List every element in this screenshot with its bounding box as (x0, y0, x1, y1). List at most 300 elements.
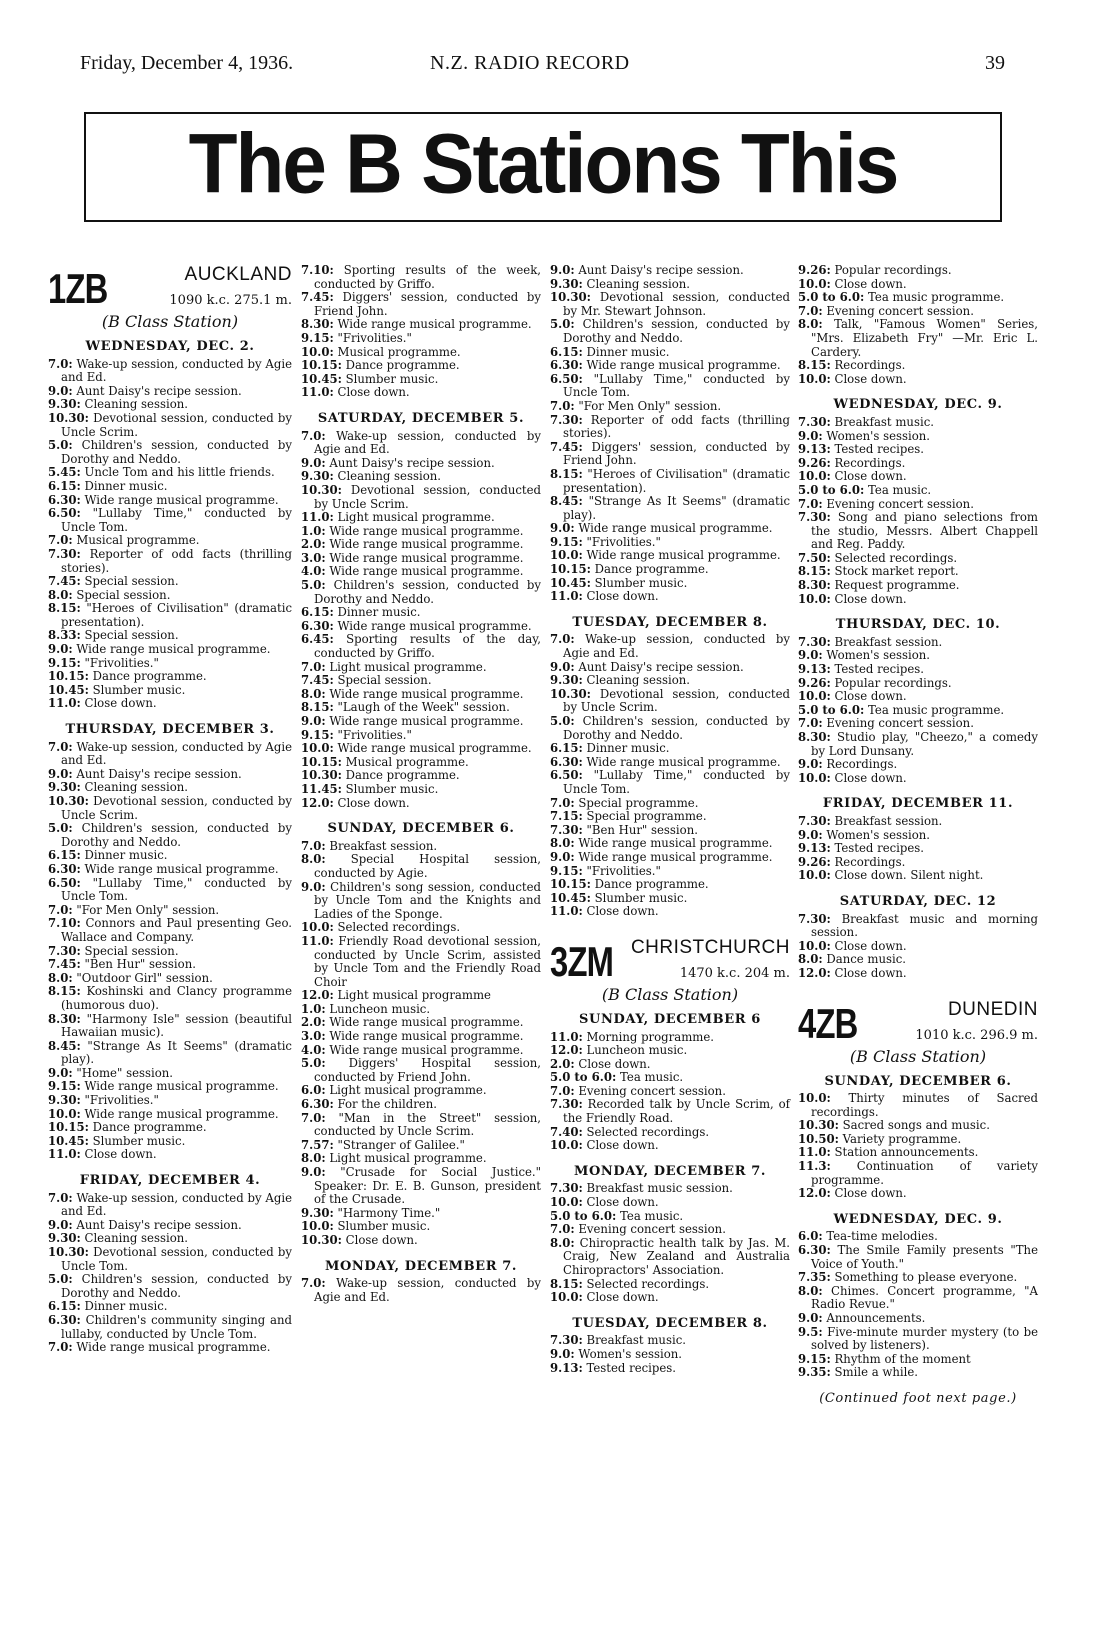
programme-text: Continuation of variety programme. (811, 1159, 1039, 1187)
programme-text: Dinner music. (84, 478, 168, 493)
programme-time: 9.15: (48, 655, 81, 670)
programme-item (48, 985, 292, 1012)
programme-text: Breakfast music. (834, 414, 934, 429)
programme-time: 10.0: (798, 770, 831, 785)
programme-item (48, 781, 292, 795)
programme-item (301, 989, 541, 1003)
programme-item (301, 579, 541, 606)
programme-item (798, 359, 1038, 373)
programme-item (550, 1237, 790, 1278)
programme-item (301, 742, 541, 756)
programme-text: Uncle Tom and his little friends. (84, 465, 275, 480)
programme-text: The Smile Family presents "The Voice of Youth." (811, 1243, 1039, 1271)
programme-text: "Lullaby Time," conducted by Uncle Tom. (563, 768, 790, 796)
programme-time: 7.10: (301, 263, 334, 277)
programme-item (301, 661, 541, 675)
programme-text: Selected recordings. (586, 1124, 710, 1139)
programme-text: Dance programme. (594, 562, 709, 577)
programme-text: Tea-time melodies. (826, 1229, 938, 1244)
programme-time: 6.30: (48, 492, 81, 507)
programme-text: Close down. (834, 1186, 907, 1201)
programme-time: 9.0: (48, 383, 73, 398)
programme-item (798, 278, 1038, 292)
programme-item (798, 552, 1038, 566)
programme-text: Selected recordings. (834, 550, 958, 565)
programme-time: 5.0: (550, 317, 575, 332)
programme-text: Tested recipes. (586, 1360, 677, 1375)
programme-time: 11.0: (301, 510, 334, 525)
programme-text: Announcements. (826, 1311, 926, 1325)
programme-time: 7.15: (550, 809, 583, 824)
programme-text: Tea music. (620, 1070, 684, 1085)
programme-time: 10.15: (48, 669, 89, 684)
programme-item (550, 318, 790, 345)
programme-item (48, 877, 292, 904)
programme-time: 9.0: (798, 428, 823, 443)
programme-time: 6.0: (301, 1083, 326, 1098)
programme-text: "Home" session. (76, 1065, 173, 1080)
programme-time: 1.0: (301, 523, 326, 538)
programme-item (48, 1192, 292, 1219)
programme-text: Devotional session, conducted by Uncle Tom. (61, 1245, 292, 1273)
programme-time: 10.0: (798, 938, 831, 953)
programme-item (798, 1119, 1038, 1133)
programme-text: Slumber music. (345, 781, 439, 796)
programme-time: 6.50: (48, 875, 81, 890)
programme-item (798, 291, 1038, 305)
programme-item (301, 701, 541, 715)
day-heading: SATURDAY, DEC. 12 (839, 893, 997, 909)
programme-time: 8.15: (48, 601, 81, 616)
programme-text: Aunt Daisy's recipe session. (578, 659, 744, 674)
programme-item (301, 318, 541, 332)
programme-time: 5.0: (550, 714, 575, 728)
programme-time: 1.0: (301, 1001, 326, 1016)
programme-time: 7.0: (798, 496, 823, 511)
programme-time: 6.30: (48, 861, 81, 876)
programme-time: 7.45: (48, 957, 81, 972)
programme-text: Light musical programme. (337, 510, 495, 525)
programme-time: 6.30: (550, 358, 583, 373)
programme-text: Evening concert session. (578, 1222, 726, 1237)
programme-text: Wake-up session, conducted by Agie and Ed. (61, 1190, 292, 1219)
programme-item (48, 602, 292, 629)
programme-text: Women's session. (826, 428, 931, 443)
programme-text: "Harmony Time." (337, 1205, 441, 1220)
programme-text: Wake-up session, conducted by Agie and Ed. (563, 632, 791, 661)
programme-text: Devotional session, conducted by Uncle Scrim. (314, 482, 541, 511)
programme-time: 8.33: (48, 628, 81, 643)
programme-time: 8.0: (798, 317, 823, 332)
programme-text: Wide range musical programme. (84, 492, 279, 507)
programme-text: Selected recordings. (337, 920, 461, 935)
programme-text: "Frivolities." (586, 863, 661, 878)
programme-item (48, 494, 292, 508)
station-city: CHRISTCHURCH (630, 936, 790, 958)
programme-item (48, 439, 292, 466)
programme-text: Women's session. (826, 827, 931, 842)
programme-item (301, 1207, 541, 1221)
programme-item (798, 1271, 1038, 1285)
station-callsign: 1ZB (48, 265, 108, 312)
programme-text: Cleaning session. (84, 780, 188, 795)
programme-time: 6.30: (48, 1312, 81, 1327)
programme-text: Wide range musical programme. (578, 836, 773, 851)
column-2 (301, 264, 541, 1304)
programme-text: Cleaning session. (586, 673, 690, 688)
programme-item (48, 1273, 292, 1300)
programme-time: 10.15: (48, 1120, 89, 1135)
programme-text: Slumber music. (337, 1219, 431, 1234)
programme-text: "Ben Hur" session. (84, 957, 196, 972)
programme-time: 9.30: (301, 1205, 334, 1220)
programme-item (48, 917, 292, 944)
programme-time: 7.0: (550, 632, 575, 647)
programme-text: Connors and Paul presenting Geo. Wallace and Company. (61, 916, 292, 944)
programme-item (798, 856, 1038, 870)
programme-item (550, 549, 790, 563)
programme-text: Breakfast music and morning session. (811, 911, 1038, 940)
programme-time: 9.13: (798, 662, 831, 677)
programme-item (48, 1108, 292, 1122)
programme-time: 7.0: (301, 1110, 326, 1125)
programme-item (550, 495, 790, 522)
programme-item (550, 661, 790, 675)
programme-text: "Lullaby Time," conducted by Uncle Tom. (563, 371, 790, 400)
programme-time: 10.0: (550, 548, 583, 563)
day-heading: THURSDAY, DECEMBER 3. (65, 722, 275, 738)
day-heading: WEDNESDAY, DEC. 2. (85, 339, 255, 354)
programme-time: 10.0: (550, 1138, 583, 1153)
programme-time: 9.30: (550, 673, 583, 688)
programme-item (550, 264, 790, 278)
programme-item (301, 264, 541, 291)
programme-time: 8.30: (798, 730, 831, 744)
programme-item (48, 385, 292, 399)
programme-item (798, 565, 1038, 579)
programme-text: Close down. (84, 696, 157, 711)
programme-item (301, 729, 541, 743)
programme-item (48, 412, 292, 439)
programme-item (550, 1044, 790, 1058)
station-city: DUNEDIN (947, 998, 1038, 1020)
programme-time: 7.0: (798, 716, 823, 731)
programme-text: Wide range musical programme. (329, 523, 524, 538)
programme-item (301, 430, 541, 457)
programme-text: Luncheon music. (586, 1043, 688, 1058)
programme-item (798, 318, 1038, 359)
programme-time: 9.5: (798, 1324, 823, 1339)
programme-item (48, 1341, 292, 1355)
programme-text: Diggers' Hospital session, conducted by Friend John. (314, 1056, 542, 1084)
programme-text: Close down. (834, 276, 907, 291)
programme-item (301, 1084, 541, 1098)
programme-text: Special session. (337, 673, 432, 688)
programme-item (798, 636, 1038, 650)
programme-text: Devotional session, conducted by Uncle Scrim. (563, 686, 790, 715)
programme-item (550, 797, 790, 811)
programme-item (798, 940, 1038, 954)
programme-item (48, 1040, 292, 1067)
programme-text: Wake-up session, conducted by Agie and Ed. (61, 739, 292, 768)
programme-text: Dinner music. (586, 741, 670, 756)
station-frequency: 1010 k.c. 296.9 m. (915, 1027, 1038, 1043)
programme-text: Recordings. (834, 358, 906, 373)
programme-item (48, 684, 292, 698)
programme-time: 9.30: (48, 1093, 81, 1108)
programme-item (301, 525, 541, 539)
programme-item (48, 1232, 292, 1246)
programme-time: 8.15: (301, 700, 334, 715)
programme-item (550, 1031, 790, 1045)
programme-item (301, 538, 541, 552)
programme-text: Sporting results of the day, conducted by Griffo. (314, 632, 541, 661)
programme-time: 2.0: (301, 537, 326, 552)
day-heading: WEDNESDAY, DEC. 9. (833, 1211, 1003, 1227)
programme-time: 12.0: (301, 795, 334, 810)
programme-text: "Lullaby Time," conducted by Uncle Tom. (61, 875, 292, 904)
programme-time: 7.57: (301, 1137, 334, 1152)
programme-text: Recordings. (834, 455, 906, 470)
programme-item (48, 822, 292, 849)
programme-item (48, 1094, 292, 1108)
programme-time: 9.15: (301, 330, 334, 345)
programme-text: Dance music. (826, 952, 907, 967)
programme-time: 10.0: (48, 1106, 81, 1121)
programme-text: Luncheon music. (329, 1001, 431, 1016)
programme-item (550, 1071, 790, 1085)
programme-text: Close down. (834, 938, 907, 953)
programme-item (48, 534, 292, 548)
programme-text: Wake-up session, conducted by Agie and Ed. (61, 356, 292, 385)
programme-item (48, 657, 292, 671)
programme-text: Tea music programme. (868, 290, 1005, 305)
programme-time: 9.0: (550, 659, 575, 674)
programme-item (550, 359, 790, 373)
programme-time: 10.45: (48, 682, 89, 697)
programme-item (48, 629, 292, 643)
programme-item (798, 815, 1038, 829)
programme-item (798, 498, 1038, 512)
programme-text: "Heroes of Civilisation" (dramatic presentation). (563, 466, 790, 495)
programme-item (301, 1220, 541, 1234)
programme-item (301, 1234, 541, 1248)
publication-name: N.Z. RADIO RECORD (430, 52, 630, 74)
programme-text: Popular recordings. (834, 263, 952, 277)
programme-time: 9.0: (798, 827, 823, 842)
programme-item (301, 332, 541, 346)
programme-text: Chiropractic health talk by Jas. M. Craig, New Zealand and Australia Chiropractors' Association. (563, 1235, 790, 1277)
programme-item (798, 470, 1038, 484)
programme-text: Wide range musical programme. (337, 317, 532, 332)
programme-text: Aunt Daisy's recipe session. (76, 383, 242, 398)
programme-time: 7.0: (550, 1222, 575, 1237)
programme-text: "Frivolities." (586, 534, 661, 549)
programme-item (48, 904, 292, 918)
programme-time: 10.0: (550, 1195, 583, 1210)
programme-time: 8.0: (48, 587, 73, 602)
programme-time: 9.15: (550, 534, 583, 549)
programme-time: 8.15: (550, 466, 583, 481)
programme-time: 10.45: (48, 1133, 89, 1148)
programme-text: "Strange As It Seems" (dramatic play). (61, 1038, 292, 1067)
programme-item (798, 1133, 1038, 1147)
programme-text: Wide range musical programme. (337, 618, 532, 633)
programme-text: Dance programme. (345, 358, 460, 373)
programme-time: 9.26: (798, 675, 831, 690)
programme-item (798, 593, 1038, 607)
programme-item (48, 398, 292, 412)
programme-text: Tested recipes. (834, 841, 925, 856)
programme-time: 9.30: (48, 397, 81, 412)
day-heading: SUNDAY, DECEMBER 6. (327, 821, 515, 837)
programme-text: Sacred songs and music. (842, 1118, 990, 1133)
programme-time: 10.30: (550, 686, 591, 701)
programme-time: 10.45: (550, 890, 591, 905)
programme-time: 6.15: (550, 344, 583, 359)
programme-item (550, 414, 790, 441)
programme-text: "Heroes of Civilisation" (dramatic presentation). (61, 601, 292, 629)
programme-time: 7.30: (48, 546, 81, 561)
programme-item (798, 704, 1038, 718)
programme-text: Close down. (337, 385, 410, 400)
programme-item (550, 1085, 790, 1099)
programme-item (48, 863, 292, 877)
programme-time: 9.0: (48, 642, 73, 657)
programme-text: Close down. (834, 371, 907, 386)
programme-time: 6.15: (301, 605, 334, 620)
programme-text: Close down. (834, 770, 907, 785)
programme-text: Special programme. (578, 795, 699, 810)
programme-time: 7.10: (48, 916, 81, 931)
programme-text: Close down. (834, 469, 907, 484)
programme-time: 10.30: (301, 482, 342, 497)
programme-text: Cleaning session. (337, 469, 441, 484)
programme-time: 5.0: (48, 821, 73, 836)
station-class: (B Class Station) (849, 1046, 987, 1066)
programme-text: Recordings. (834, 854, 906, 869)
programme-item (48, 1246, 292, 1273)
programme-time: 5.0: (48, 438, 73, 453)
programme-text: Women's session. (578, 1346, 683, 1361)
programme-item (798, 663, 1038, 677)
programme-time: 5.0 to 6.0: (550, 1070, 617, 1085)
programme-item (301, 373, 541, 387)
programme-time: 8.0: (301, 686, 326, 701)
programme-item (798, 1146, 1038, 1160)
programme-text: Koshinski and Clancy programme (humorous duo). (61, 984, 293, 1012)
programme-text: Wide range musical programme. (329, 1015, 524, 1030)
programme-time: 9.13: (798, 841, 831, 856)
programme-item (301, 840, 541, 854)
programme-time: 9.0: (48, 1065, 73, 1080)
programme-text: Dinner music. (586, 344, 670, 359)
programme-text: Recordings. (826, 757, 898, 772)
programme-text: Friendly Road devotional session, conducted by Uncle Scrim, assisted by Uncle Tom and the Friendly Road Choir (314, 933, 541, 989)
programme-text: Special programme. (586, 809, 707, 824)
programme-text: Wide range musical programme. (578, 521, 773, 536)
programme-time: 10.30: (301, 1232, 342, 1247)
programme-time: 9.26: (798, 263, 831, 277)
programme-time: 12.0: (301, 988, 334, 1003)
programme-time: 6.30: (301, 1097, 334, 1112)
programme-text: Close down. (337, 795, 410, 810)
programme-time: 11.0: (301, 933, 334, 948)
programme-text: Studio play, "Cheezo," a comedy by Lord Dunsany. (811, 730, 1038, 758)
programme-item (48, 741, 292, 768)
programme-time: 10.45: (301, 371, 342, 386)
programme-item (798, 511, 1038, 552)
programme-text: Diggers' session, conducted by Friend John. (563, 439, 791, 468)
programme-item (550, 769, 790, 796)
programme-item (301, 715, 541, 729)
programme-time: 7.0: (798, 303, 823, 318)
programme-time: 10.30: (48, 1245, 89, 1259)
continued-note: (Continued foot next page.) (819, 1390, 1017, 1406)
station-callsign: 3ZM (550, 937, 614, 985)
programme-time: 7.50: (798, 550, 831, 565)
programme-item (798, 416, 1038, 430)
programme-item (798, 1244, 1038, 1271)
programme-text: Smile a while. (834, 1365, 919, 1380)
programme-item (48, 480, 292, 494)
day-heading: TUESDAY, DECEMBER 8. (572, 614, 768, 630)
programme-item (301, 688, 541, 702)
programme-time: 12.0: (550, 1043, 583, 1058)
programme-item (301, 633, 541, 660)
programme-item (550, 291, 790, 318)
programme-item (798, 1092, 1038, 1119)
programme-item (550, 1182, 790, 1196)
programme-text: Breakfast session. (329, 838, 438, 853)
programme-item (550, 563, 790, 577)
programme-text: "Man in the Street" session, conducted by Uncle Scrim. (314, 1110, 541, 1139)
programme-text: Station announcements. (834, 1145, 979, 1160)
programme-item (798, 869, 1038, 883)
programme-text: Dance programme. (92, 1120, 207, 1135)
programme-item (550, 1139, 790, 1153)
day-heading: TUESDAY, DECEMBER 8. (572, 1315, 768, 1331)
programme-item (301, 853, 541, 880)
programme-item (301, 674, 541, 688)
programme-text: Musical programme. (76, 533, 200, 548)
programme-time: 12.0: (798, 1186, 831, 1201)
programme-item (48, 1121, 292, 1135)
column-4 (798, 264, 1038, 1410)
station-header (48, 264, 292, 331)
programme-text: Wide range musical programme. (329, 564, 524, 579)
programme-time: 10.30: (48, 410, 89, 425)
programme-text: Slumber music. (92, 1133, 186, 1148)
programme-item (798, 443, 1038, 457)
programme-item (550, 865, 790, 879)
programme-time: 8.0: (550, 1235, 575, 1250)
programme-time: 11.3: (798, 1159, 831, 1174)
programme-time: 5.0 to 6.0: (550, 1208, 617, 1223)
programme-item (798, 649, 1038, 663)
programme-text: Tested recipes. (834, 662, 925, 677)
programme-item (301, 1277, 541, 1304)
programme-item (798, 1326, 1038, 1353)
programme-text: Breakfast session. (834, 634, 943, 649)
station-header (550, 936, 790, 1004)
programme-time: 7.0: (48, 1340, 73, 1355)
programme-item (550, 756, 790, 770)
programme-item (798, 1160, 1038, 1187)
programme-time: 7.45: (301, 673, 334, 688)
programme-text: Evening concert session. (826, 716, 974, 731)
programme-time: 6.50: (550, 371, 583, 386)
